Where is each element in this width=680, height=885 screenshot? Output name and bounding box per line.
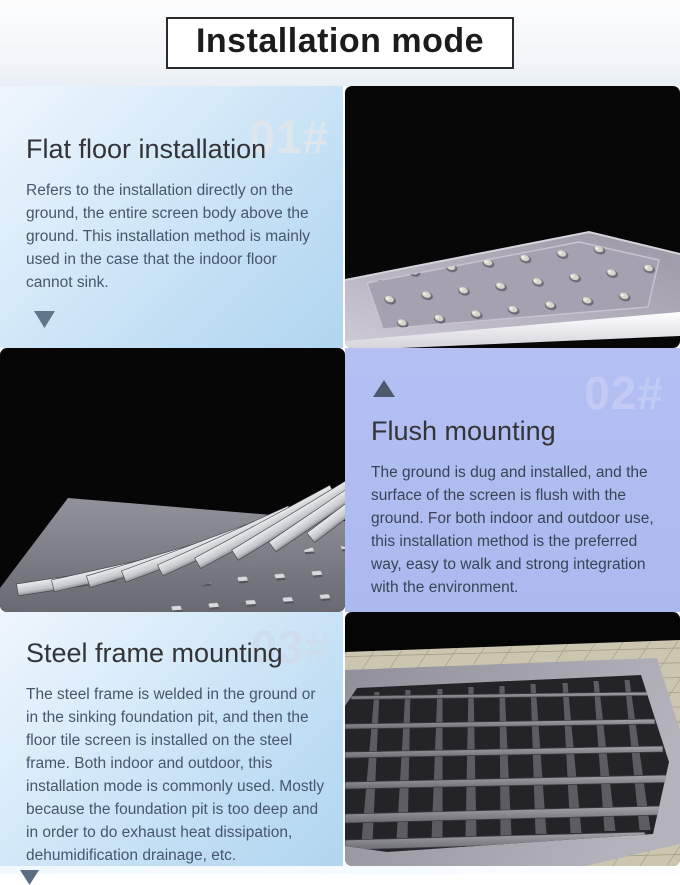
steel-frame-photo — [345, 612, 680, 866]
title-box — [166, 17, 514, 69]
up-arrow-icon — [373, 364, 395, 397]
steel-frame-description: The steel frame is welded in the ground or in the sinking foundation pit, and then the floor tile screen is installed on the steel frame. Both indoor and outdoor, this installation mode is commonly used. Mostly because the foundation pit is too deep and in order to do exhaust heat dissipation, dehumidification drainage, etc. — [26, 686, 325, 864]
flat-floor-heading: Flat floor installation — [26, 134, 267, 164]
down-arrow-icon — [34, 311, 327, 328]
section-number-watermark: 03# — [251, 621, 331, 673]
flat-floor-photo-container — [345, 86, 680, 348]
flat-floor-photo — [345, 86, 680, 348]
steel-frame-heading: Steel frame mounting — [26, 638, 283, 668]
steel-frame-text-panel — [0, 612, 345, 866]
flush-mounting-text-panel — [345, 348, 680, 612]
flush-mounting-description: The ground is dug and installed, and the surface of the screen is flush with the ground. For both indoor and outdoor use, this installation method is the preferred way, easy to walk and strong integration with the environment. — [371, 464, 654, 596]
page-title: Installation mode — [195, 22, 485, 60]
section-number-watermark: 01# — [249, 111, 329, 163]
flat-floor-description: Refers to the installation directly on the ground, the entire screen body above the ground. This installation method is mainly used in the case that the indoor floor cannot sink. — [26, 182, 311, 291]
section-flat-floor — [0, 86, 680, 348]
flush-mounting-photo-container — [0, 348, 345, 612]
flat-floor-text-panel — [0, 86, 345, 348]
steel-frame-photo-container — [345, 612, 680, 866]
header — [0, 0, 680, 86]
flush-mounting-photo — [0, 348, 345, 612]
flush-mounting-heading: Flush mounting — [371, 416, 556, 446]
section-flush-mounting — [0, 348, 680, 612]
down-arrow-icon — [20, 870, 327, 885]
section-steel-frame — [0, 612, 680, 866]
section-number-watermark: 02# — [584, 367, 664, 419]
